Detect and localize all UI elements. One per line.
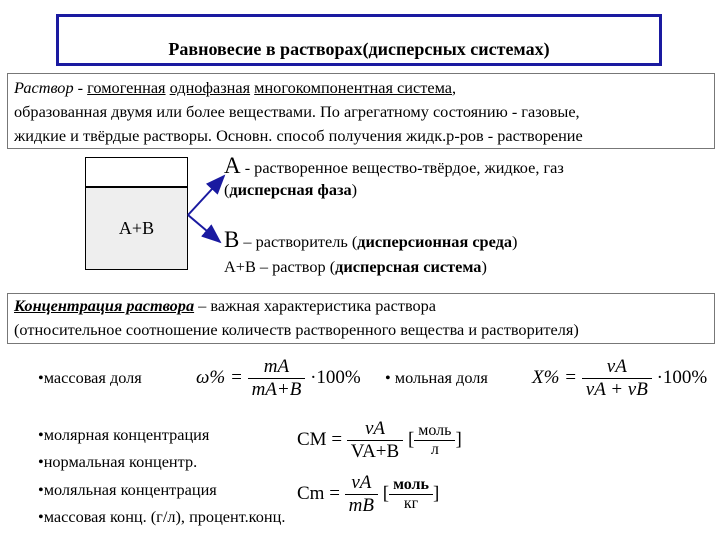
arrow-to-a: [188, 176, 224, 215]
item-mass-conc: •массовая конц. (г/л), процент.конц.: [38, 507, 286, 526]
component-a-phase: [224, 180, 357, 200]
component-b-line: [224, 227, 517, 253]
item-mole-fraction: • мольная доля: [385, 368, 488, 387]
denominator: νA + νB: [585, 379, 648, 400]
item-mass-fraction: •массовая доля: [38, 368, 142, 387]
unit-denominator: кг: [403, 495, 419, 512]
formula-lhs: ω% =: [196, 366, 243, 388]
component-b-text: – растворитель (: [239, 232, 358, 251]
formula-lhs: Cm =: [297, 482, 340, 504]
concentration-line-2: (относительное соотношение количеств растворенного вещества и растворителя): [14, 320, 579, 339]
formula-mass-fraction: [196, 356, 361, 401]
denominator: mB: [348, 495, 374, 516]
fraction: [582, 356, 652, 401]
paren-close: ): [351, 180, 358, 199]
definition-line-3: жидкие и твёрдые растворы. Основн. способ получения жидк.р-ров - растворение: [14, 126, 583, 145]
dispersion-medium: дисперсионная среда: [357, 232, 513, 251]
item-molar: •молярная концентрация: [38, 425, 210, 444]
unit-fraction: [389, 476, 433, 513]
mixture-line: [224, 257, 487, 277]
term-concentration: Концентрация раствора: [14, 296, 195, 315]
formula-lhs: CM =: [297, 428, 343, 450]
mixture-text: А+В – раствор (: [224, 257, 336, 276]
denominator: mA+B: [251, 379, 302, 400]
bracket-open: [: [382, 482, 390, 504]
numerator: νA: [345, 472, 378, 495]
numerator: mA: [248, 356, 306, 379]
dispersed-phase: дисперсная фаза: [229, 180, 352, 199]
unit-fraction: [414, 422, 455, 459]
fraction: [347, 418, 403, 463]
paren-close: ): [512, 232, 518, 251]
bracket-close: ]: [433, 482, 440, 504]
unit-numerator: моль: [414, 422, 455, 441]
concentration-text: – важная характеристика раствора: [194, 296, 437, 315]
component-a-line: [224, 153, 564, 179]
formula-molar: [297, 418, 462, 463]
unit-denominator: л: [430, 441, 439, 458]
denominator: VA+B: [350, 441, 400, 462]
item-normal: •нормальная концентр.: [38, 452, 198, 471]
definition-comma: ,: [452, 78, 457, 97]
definition-line-2: образованная двумя или более веществами. По агрегатному состоянию - газовые,: [14, 102, 580, 121]
fraction: [248, 356, 306, 401]
paren-close: ): [481, 257, 487, 276]
formula-rhs: ·100%: [310, 366, 361, 388]
numerator: νA: [582, 356, 652, 379]
formula-molal: [297, 472, 439, 517]
definition-word-homogeneous: гомогенная: [87, 78, 166, 97]
letter-a: А: [224, 153, 241, 178]
formula-lhs: X% =: [532, 366, 578, 388]
page-title: Равновесие в растворах(дисперсных системах): [168, 39, 550, 59]
bracket-close: ]: [455, 428, 462, 450]
term-solution: Раствор: [14, 78, 74, 97]
paren-open: (: [224, 180, 230, 199]
definition-word-multicomponent: многокомпонентная система: [254, 78, 452, 97]
disperse-system: дисперсная система: [335, 257, 482, 276]
vessel-label: A+B: [118, 218, 155, 238]
concentration-box: [7, 293, 715, 344]
definition-word-single-phase: однофазная: [169, 78, 251, 97]
fraction: [345, 472, 378, 517]
formula-mole-fraction: [532, 356, 707, 401]
formula-rhs: ·100%: [656, 366, 708, 388]
concentration-line-1: [14, 294, 708, 318]
item-molal: •моляльная концентрация: [38, 480, 217, 499]
arrow-to-b: [188, 215, 220, 242]
definition-dash: -: [73, 78, 88, 97]
bracket-open: [: [407, 428, 415, 450]
letter-b: В: [224, 227, 240, 252]
component-a-text: - растворенное вещество-твёрдое, жидкое, газ: [240, 158, 564, 177]
numerator: νA: [347, 418, 403, 441]
unit-numerator: моль: [389, 476, 433, 495]
